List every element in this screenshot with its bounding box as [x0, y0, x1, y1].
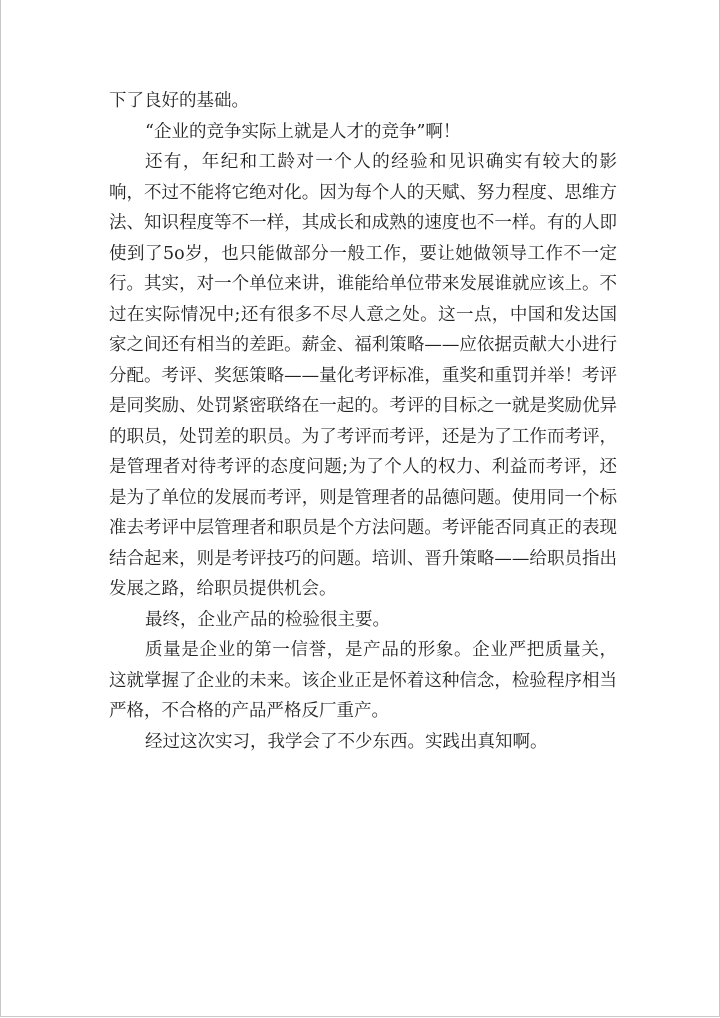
paragraph-finally: 最终，企业产品的检验很主要。: [145, 609, 390, 630]
paragraph-quote: “企业的竞争实际上就是人才的竞争”啊！: [145, 121, 461, 142]
paragraph-conclusion: 经过这次实习，我学会了不少东西。实践出真知啊。: [145, 731, 548, 752]
paragraph-continuation: 下了良好的基础。: [109, 91, 249, 111]
paragraph-main: 还有，年纪和工龄对一个人的经验和见识确实有较大的影响，不过不能将它绝对化。因为每个人的天赋、努力程度、思维方法、知识程度等不一样，其成长和成熟的速度也不一样。有的人即使到了5o岁，也只能做部分一般工作，要让她做领导工作不一定行。其实，对一个单位来讲，谁能给单位带来发展谁就应该上。不过在实际情况中;还有很多不尽人意之处。这一点，中国和发达国家之间还有相当的差距。薪金、福利策略——应依据贡献大小进行分配。考评、奖惩策略——量化考评标准，重奖和重罚并举！考评是同奖励、处罚紧密联络在一起的。考评的目标之一就是奖励优异的职员，处罚差的职员。为了考评而考评，还是为了工作而考评，是管理者对待考评的态度问题;为了个人的权力、利益而考评，还是为了单位的发展而考评，则是管理者的品德问题。使用同一个标准去考评中层管理者和职员是个方法问题。考评能否同真正的表现结合起来，则是考评技巧的问题。培训、晋升策略——给职员指出发展之路，给职员提供机会。: [109, 152, 617, 599]
paragraph-quality: 质量是企业的第一信誉，是产品的形象。企业严把质量关，这就掌握了企业的未来。该企业正是怀着这种信念，检验程序相当严格，不合格的产品严格反厂重产。: [109, 640, 617, 721]
document-body: [109, 86, 617, 757]
